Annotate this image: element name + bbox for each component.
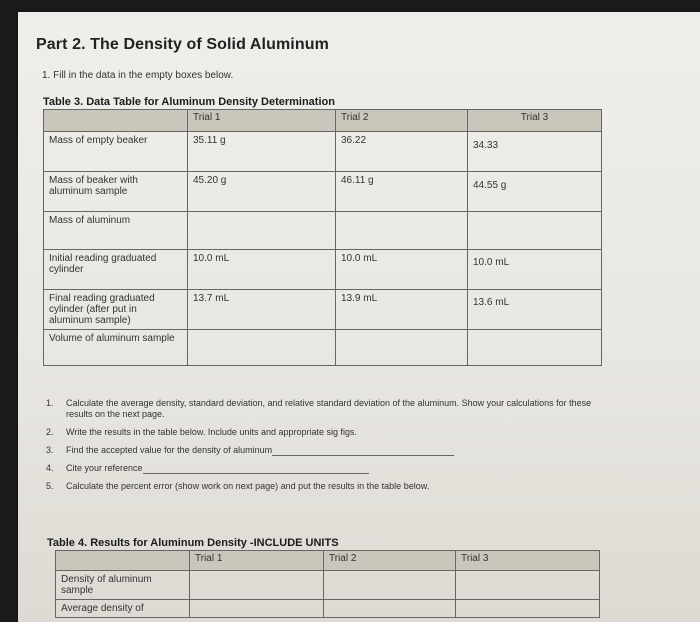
answer-blank-accepted-value[interactable]	[272, 446, 454, 456]
table-row	[44, 250, 602, 290]
row-label: Mass of aluminum	[44, 212, 188, 250]
cell-trial3[interactable]: 44.55 g	[468, 172, 602, 212]
cell-trial1[interactable]: 45.20 g	[188, 172, 336, 212]
row-label: Volume of aluminum sample	[44, 330, 188, 366]
table-row	[56, 600, 600, 618]
cell-trial2[interactable]: 13.9 mL	[336, 290, 468, 330]
cell-trial1[interactable]: 13.7 mL	[188, 290, 336, 330]
table-row	[44, 172, 602, 212]
instruction-text: 1. Fill in the data in the empty boxes below.	[42, 70, 234, 81]
cell-trial3[interactable]: 34.33	[468, 132, 602, 172]
cell-trial2[interactable]	[324, 571, 456, 600]
page-title: Part 2. The Density of Solid Aluminum	[36, 36, 329, 53]
table-row	[44, 132, 602, 172]
table4-header-blank	[56, 551, 190, 571]
table4-header-trial2: Trial 2	[324, 551, 456, 571]
worksheet-page	[18, 12, 700, 622]
row-label: Average density of	[56, 600, 190, 618]
cell-trial1[interactable]	[188, 212, 336, 250]
list-item: 3. Find the accepted value for the density of aluminum	[46, 445, 606, 456]
cell-trial2[interactable]: 10.0 mL	[336, 250, 468, 290]
table-row	[44, 212, 602, 250]
table3-header-trial1: Trial 1	[188, 110, 336, 132]
cell-trial3[interactable]: 10.0 mL	[468, 250, 602, 290]
row-label: Final reading graduated cylinder (after put in aluminum sample)	[44, 290, 188, 330]
list-item: 1. Calculate the average density, standard deviation, and relative standard deviation of the aluminum. Show your calculations for these results on the next page.	[46, 398, 592, 419]
answer-blank-reference[interactable]	[143, 464, 369, 474]
cell-trial3[interactable]	[456, 600, 600, 618]
table3-header-blank	[44, 110, 188, 132]
table4-caption: Table 4. Results for Aluminum Density -INCLUDE UNITS	[47, 537, 339, 549]
cell-trial1[interactable]	[190, 600, 324, 618]
cell-trial1[interactable]: 10.0 mL	[188, 250, 336, 290]
table3-caption: Table 3. Data Table for Aluminum Density Determination	[43, 96, 335, 108]
table3	[43, 109, 602, 366]
row-label: Density of aluminum sample	[56, 571, 190, 600]
table3-header-trial2: Trial 2	[336, 110, 468, 132]
cell-trial1[interactable]	[188, 330, 336, 366]
row-label: Mass of empty beaker	[44, 132, 188, 172]
cell-trial2[interactable]	[324, 600, 456, 618]
table4	[55, 550, 600, 618]
cell-trial2[interactable]: 36.22	[336, 132, 468, 172]
cell-trial3[interactable]	[468, 212, 602, 250]
table3-header-trial3: Trial 3	[468, 110, 602, 132]
cell-trial1[interactable]: 35.11 g	[188, 132, 336, 172]
cell-trial2[interactable]	[336, 330, 468, 366]
row-label: Initial reading graduated cylinder	[44, 250, 188, 290]
table3-header-row	[44, 110, 602, 132]
cell-trial3[interactable]	[456, 571, 600, 600]
table4-header-trial3: Trial 3	[456, 551, 600, 571]
table-row	[44, 330, 602, 366]
cell-trial1[interactable]	[190, 571, 324, 600]
list-item: 4. Cite your reference	[46, 463, 606, 474]
cell-trial3[interactable]	[468, 330, 602, 366]
list-item: 5. Calculate the percent error (show work on next page) and put the results in the table below.	[46, 481, 430, 491]
instructions-list	[46, 398, 606, 499]
list-item: 2. Write the results in the table below. Include units and appropriate sig figs.	[46, 427, 358, 437]
row-label: Mass of beaker with aluminum sample	[44, 172, 188, 212]
table4-header-trial1: Trial 1	[190, 551, 324, 571]
table4-header-row	[56, 551, 600, 571]
cell-trial2[interactable]	[336, 212, 468, 250]
table-row	[56, 571, 600, 600]
table-row	[44, 290, 602, 330]
cell-trial2[interactable]: 46.11 g	[336, 172, 468, 212]
cell-trial3[interactable]: 13.6 mL	[468, 290, 602, 330]
